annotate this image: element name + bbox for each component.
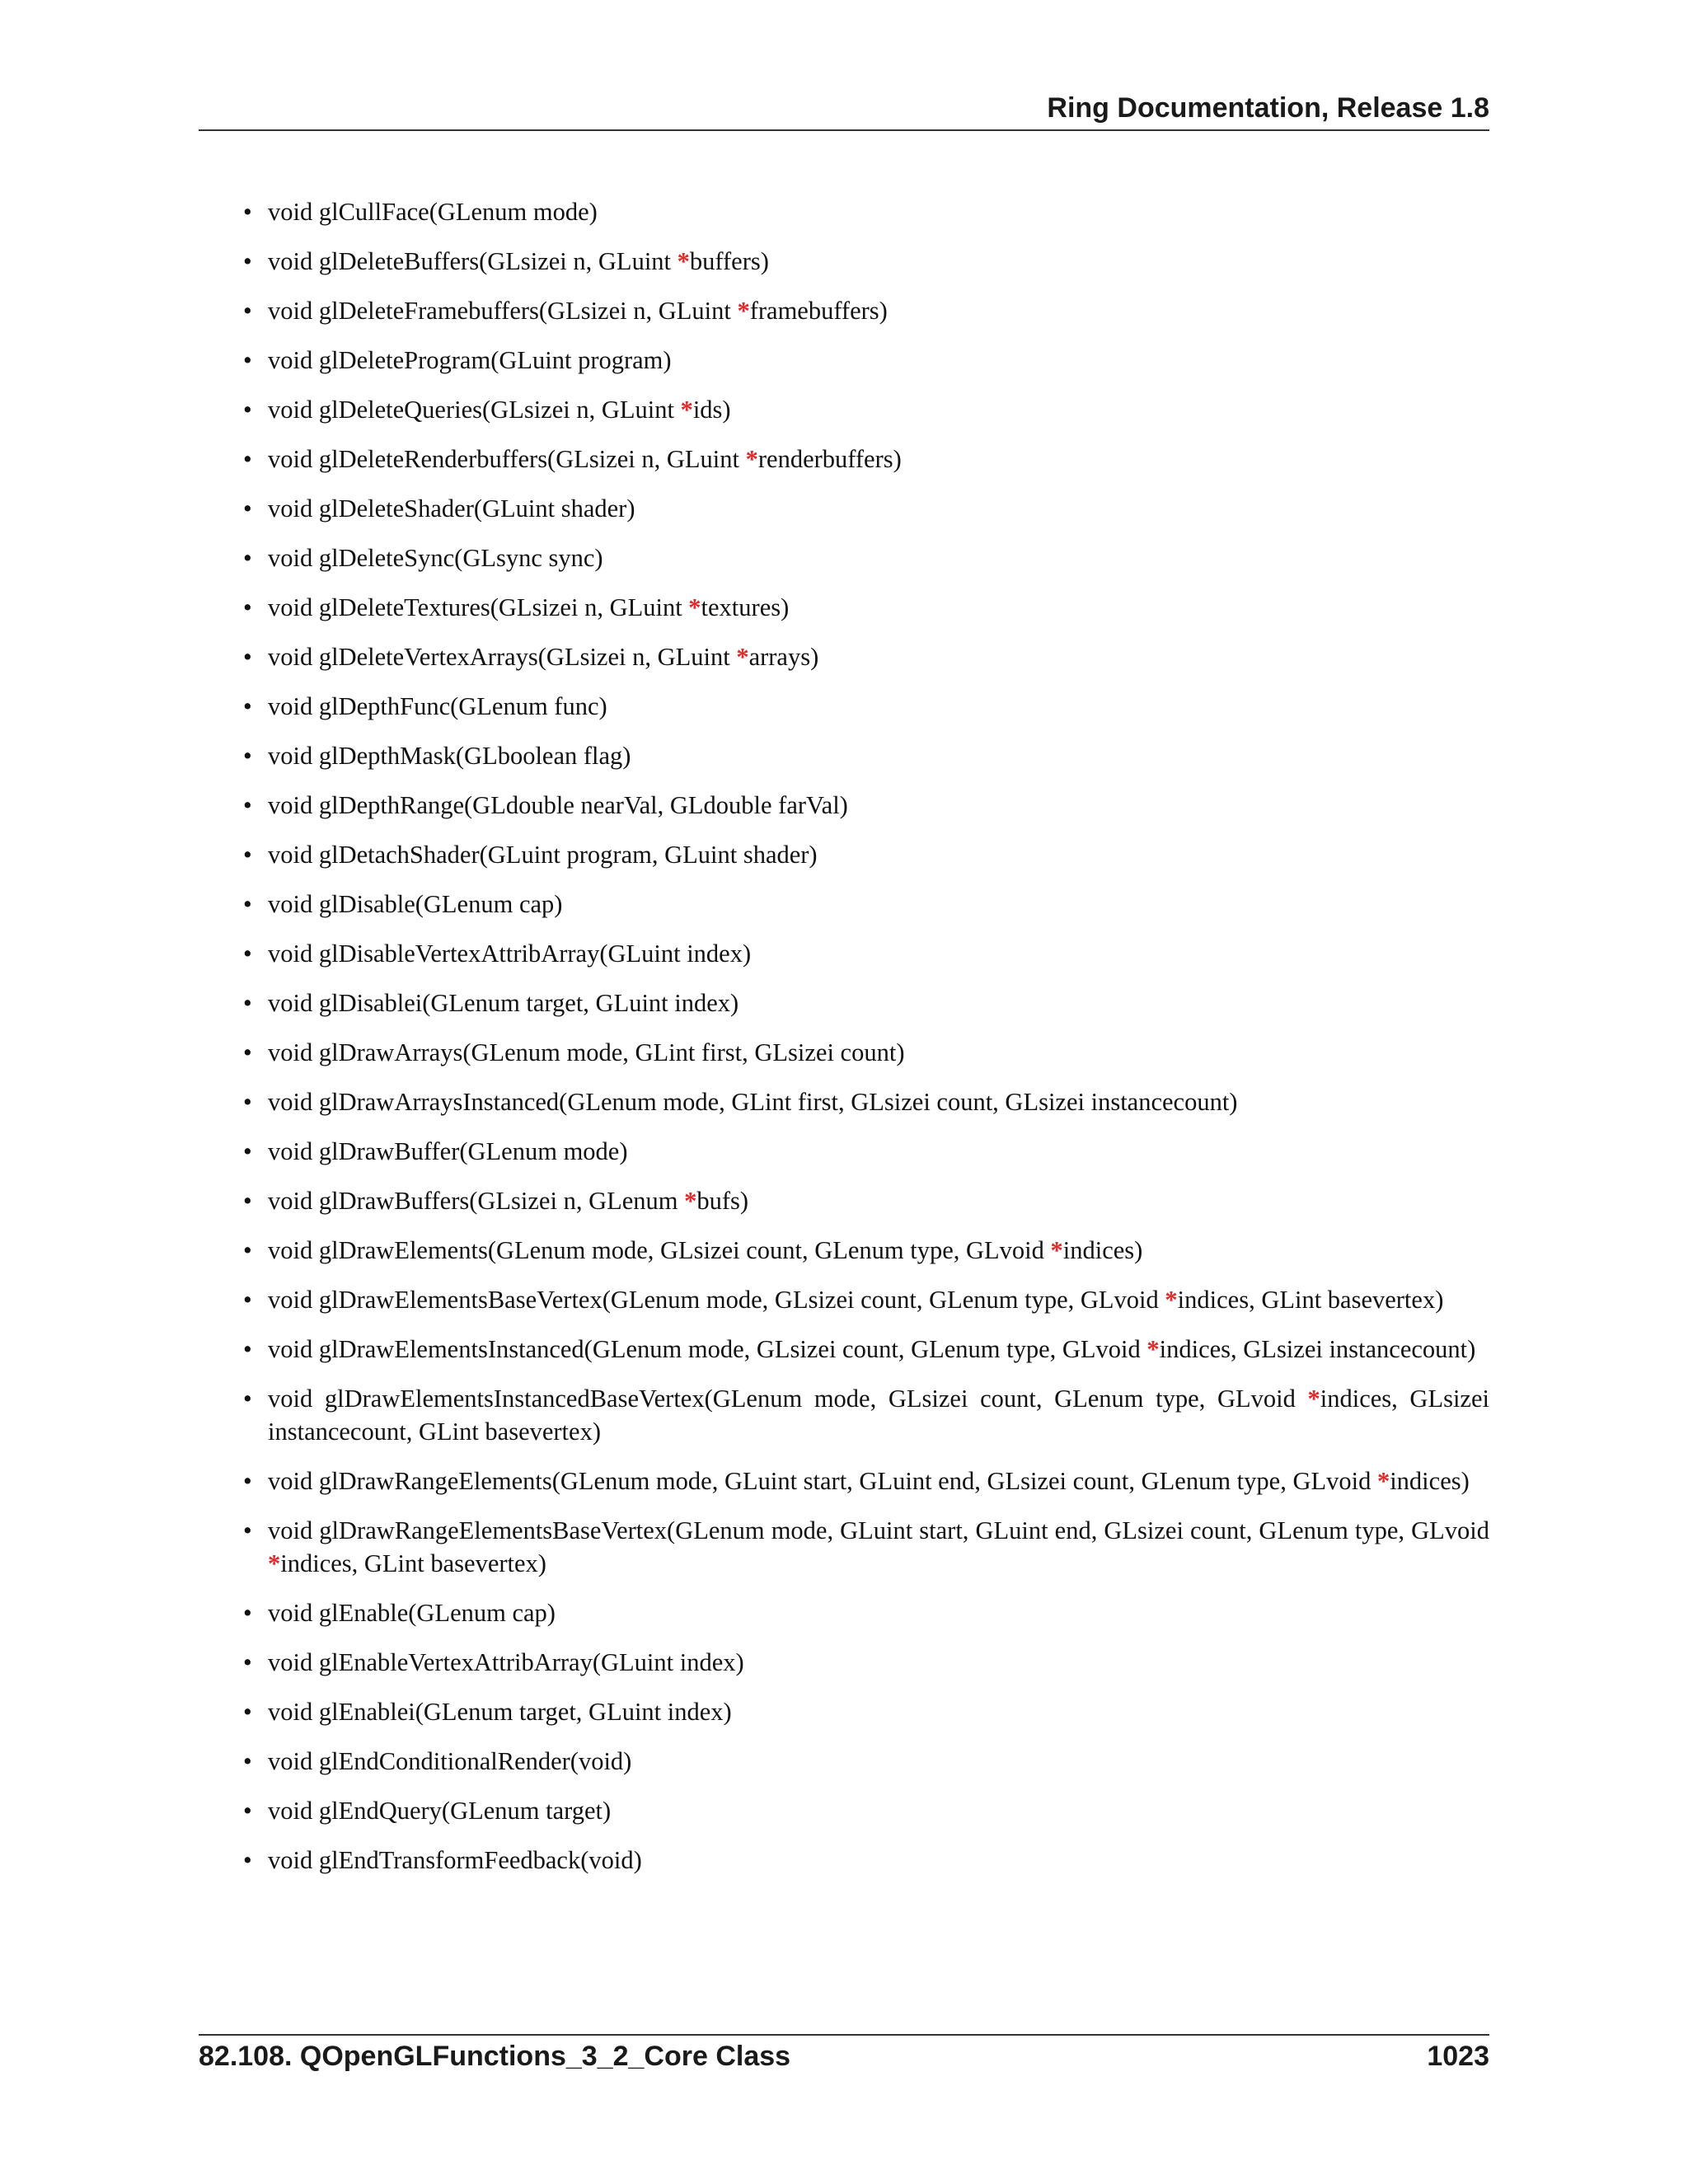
function-list-item: • void glDrawElements(GLenum mode, GLsizei count, GLenum type, GLvoid *indices) xyxy=(243,1234,1489,1267)
function-list-item: • void glDrawBuffers(GLsizei n, GLenum *bufs) xyxy=(243,1184,1489,1217)
pointer-asterisk: * xyxy=(677,247,690,275)
function-list-item: • void glEnableVertexAttribArray(GLuint index) xyxy=(243,1646,1489,1679)
function-list-item: • void glDrawElementsBaseVertex(GLenum mode, GLsizei count, GLenum type, GLvoid *indices, GLint basevertex) xyxy=(243,1283,1489,1316)
pointer-asterisk: * xyxy=(684,1187,697,1215)
function-list-item: • void glDetachShader(GLuint program, GLuint shader) xyxy=(243,838,1489,871)
function-list-item: • void glDeleteBuffers(GLsizei n, GLuint *buffers) xyxy=(243,245,1489,278)
function-list-item: • void glDrawArrays(GLenum mode, GLint first, GLsizei count) xyxy=(243,1036,1489,1069)
function-list-item: • void glDisable(GLenum cap) xyxy=(243,888,1489,921)
function-list-item: • void glEndTransformFeedback(void) xyxy=(243,1844,1489,1877)
function-list-item: • void glDeleteTextures(GLsizei n, GLuint *textures) xyxy=(243,591,1489,624)
function-list-item: • void glDeleteFramebuffers(GLsizei n, GLuint *framebuffers) xyxy=(243,294,1489,327)
pointer-asterisk: * xyxy=(268,1549,281,1577)
pointer-asterisk: * xyxy=(1376,1467,1390,1495)
function-list-item: • void glDepthMask(GLboolean flag) xyxy=(243,739,1489,772)
pointer-asterisk: * xyxy=(1165,1286,1178,1314)
pointer-asterisk: * xyxy=(688,593,701,621)
function-list-item: • void glDrawRangeElementsBaseVertex(GLenum mode, GLuint start, GLuint end, GLsizei count, GLenum type, GLvoid *indices, GLint basevertex) xyxy=(243,1514,1489,1580)
function-list-item: • void glDisablei(GLenum target, GLuint index) xyxy=(243,987,1489,1019)
function-list-item: • void glCullFace(GLenum mode) xyxy=(243,195,1489,228)
function-list-item: • void glEnable(GLenum cap) xyxy=(243,1596,1489,1629)
function-list-item: • void glDisableVertexAttribArray(GLuint index) xyxy=(243,937,1489,970)
function-list-item: • void glEndConditionalRender(void) xyxy=(243,1745,1489,1778)
pointer-asterisk: * xyxy=(1146,1335,1160,1363)
pointer-asterisk: * xyxy=(737,297,750,325)
function-list-item: • void glDrawRangeElements(GLenum mode, GLuint start, GLuint end, GLsizei count, GLenum type, GLvoid *indices) xyxy=(243,1465,1489,1497)
page-header-title: Ring Documentation, Release 1.8 xyxy=(1047,92,1489,124)
function-list-item: • void glDrawBuffer(GLenum mode) xyxy=(243,1135,1489,1168)
function-list-item: • void glDrawElementsInstancedBaseVertex(GLenum mode, GLsizei count, GLenum type, GLvoid *indices, GLsizei instancecount, GLint basevertex) xyxy=(243,1382,1489,1448)
pointer-asterisk: * xyxy=(680,396,693,424)
function-list-item: • void glDepthFunc(GLenum func) xyxy=(243,690,1489,723)
footer-divider xyxy=(199,2034,1489,2036)
function-list-item: • void glEndQuery(GLenum target) xyxy=(243,1794,1489,1827)
function-list-item: • void glDeleteSync(GLsync sync) xyxy=(243,541,1489,574)
function-list-item: • void glDeleteQueries(GLsizei n, GLuint *ids) xyxy=(243,393,1489,426)
function-list-item: • void glDeleteShader(GLuint shader) xyxy=(243,492,1489,525)
function-list-item: • void glDeleteProgram(GLuint program) xyxy=(243,344,1489,377)
function-list-item: • void glDrawElementsInstanced(GLenum mode, GLsizei count, GLenum type, GLvoid *indices, GLsizei instancecount) xyxy=(243,1333,1489,1366)
function-list-item: • void glDepthRange(GLdouble nearVal, GLdouble farVal) xyxy=(243,789,1489,822)
pointer-asterisk: * xyxy=(736,643,749,671)
function-list-item: • void glDrawArraysInstanced(GLenum mode, GLint first, GLsizei count, GLsizei instancecount) xyxy=(243,1085,1489,1118)
function-list-item: • void glDeleteRenderbuffers(GLsizei n, GLuint *renderbuffers) xyxy=(243,443,1489,476)
pointer-asterisk: * xyxy=(1050,1236,1063,1264)
footer-page-number: 1023 xyxy=(1427,2041,1489,2072)
function-list xyxy=(243,195,1489,1893)
pointer-asterisk: * xyxy=(1307,1385,1320,1413)
header-divider xyxy=(199,129,1489,131)
function-list-item: • void glEnablei(GLenum target, GLuint index) xyxy=(243,1695,1489,1728)
footer-section-title: 82.108. QOpenGLFunctions_3_2_Core Class xyxy=(199,2041,791,2072)
function-list-item: • void glDeleteVertexArrays(GLsizei n, GLuint *arrays) xyxy=(243,640,1489,673)
pointer-asterisk: * xyxy=(745,445,758,473)
